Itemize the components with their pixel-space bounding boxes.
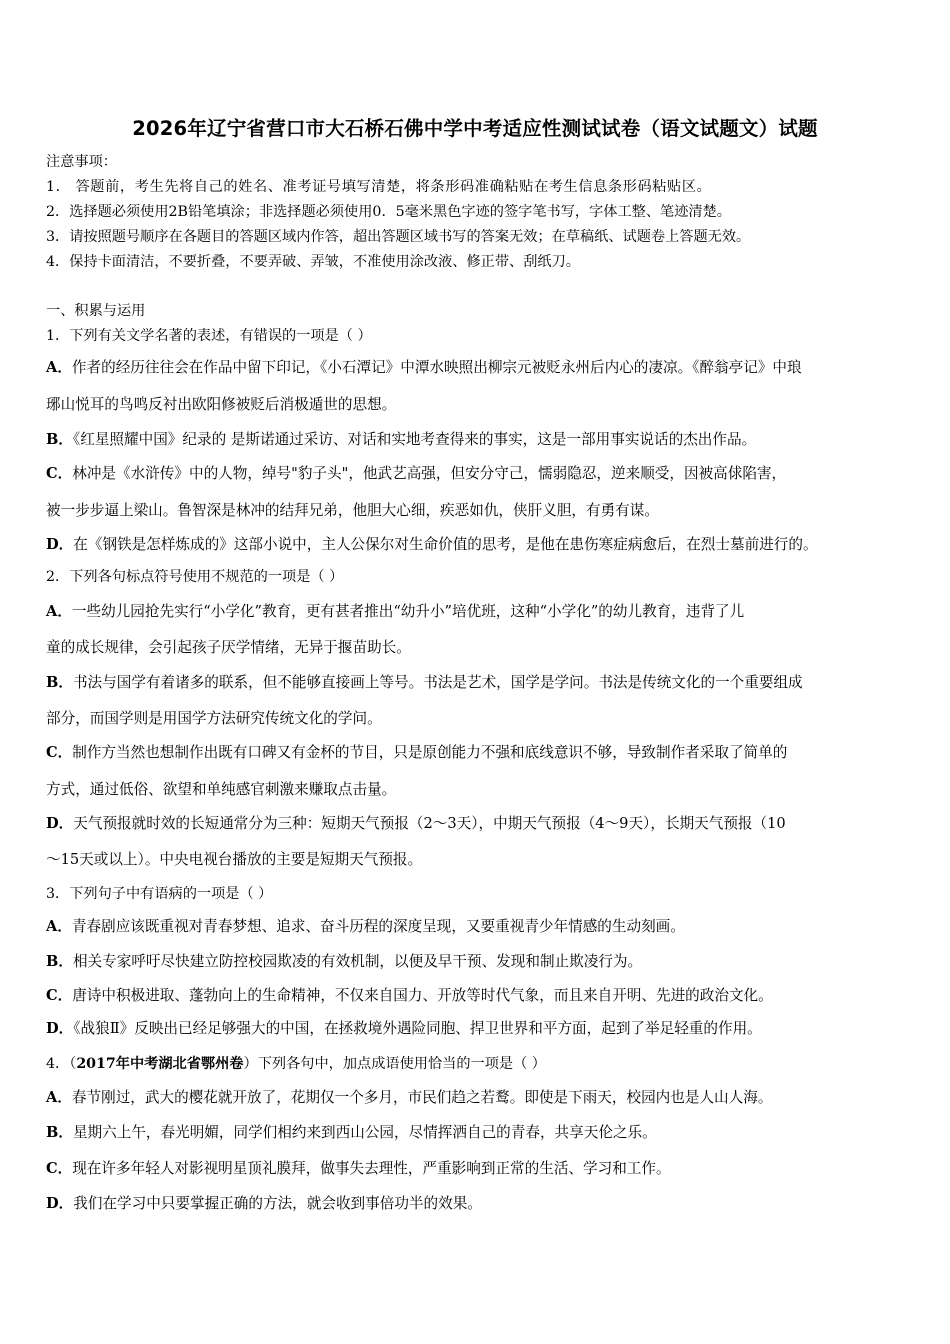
question-2-option-b-cont: 部分，而国学则是用国学方法研究传统文化的学问。 — [46, 710, 382, 727]
option-text: 唐诗中积极进取、蓬勃向上的生命精神，不仅来自国力、开放等时代气象，而且来自开明、先进的政治文化。 — [72, 987, 773, 1004]
question-2-option-c — [46, 743, 787, 763]
option-label: C． — [46, 1160, 73, 1177]
stem-source: 2017年中考湖北省鄂州卷 — [76, 1056, 244, 1072]
option-label: B． — [46, 1124, 73, 1141]
notice-heading: 注意事项： — [46, 154, 117, 170]
question-4-option-d — [46, 1194, 482, 1214]
option-label: A． — [46, 918, 72, 935]
option-label: B． — [46, 431, 73, 448]
question-4-option-a — [46, 1088, 772, 1108]
option-text: 青春剧应该既重视对青春梦想、追求、奋斗历程的深度呈现，又要重视青少年情感的生动刻画。 — [71, 918, 685, 935]
option-label: A． — [46, 603, 72, 620]
question-3-option-c — [46, 986, 773, 1006]
section-heading: 一、积累与运用 — [46, 303, 146, 319]
option-text: 星期六上午，春光明媚，同学们相约来到西山公园，尽情挥洒自己的青春，共享天伦之乐。 — [72, 1124, 657, 1141]
notice-item-3: 3．请按照题号顺序在各题目的答题区域内作答，超出答题区域书写的答案无效；在草稿纸、试题卷上答题无效。 — [46, 229, 751, 245]
question-4-stem — [46, 1054, 546, 1074]
option-label: B． — [46, 953, 73, 970]
question-2-option-a-cont: 童的成长规律，会引起孩子厌学情绪，无异于揠苗助长。 — [46, 639, 411, 656]
question-1-option-a-cont: 琊山悦耳的鸟鸣反衬出欧阳修被贬后消极遁世的思想。 — [46, 396, 397, 413]
question-3-option-b — [46, 952, 642, 972]
question-4-option-b — [46, 1123, 657, 1143]
stem-suffix: ）下列各句中，加点成语使用恰当的一项是（ ） — [243, 1056, 546, 1072]
option-label: A． — [46, 1089, 72, 1106]
option-text: 《战狼Ⅱ》反映出已经足够强大的中国，在拯救境外遇险同胞、捍卫世界和平方面，起到了举足轻重的作用。 — [73, 1020, 762, 1037]
option-text: 春节刚过，武大的樱花就开放了，花期仅一个多月，市民们趋之若鹜。即使是下雨天，校园内也是人山人海。 — [71, 1089, 773, 1106]
page-title: 2026年辽宁省营口市大石桥石佛中学中考适应性测试试卷（语文试题文）试题 — [132, 117, 818, 140]
question-2-option-a — [46, 602, 744, 622]
option-text: 在《钢铁是怎样炼成的》这部小说中，主人公保尔对生命价值的思考，是他在患伤寒症病愈后，在烈士墓前进行的。 — [73, 536, 818, 553]
question-2-stem: 2．下列各句标点符号使用不规范的一项是（ ） — [46, 569, 344, 585]
option-text: 我们在学习中只要掌握正确的方法，就会收到事倍功半的效果。 — [73, 1195, 482, 1212]
question-1-option-c-cont: 被一步步逼上梁山。鲁智深是林冲的结拜兄弟，他胆大心细，疾恶如仇，侠肝义胆，有勇有谋。 — [46, 502, 659, 519]
stem-prefix: 4．（ — [46, 1056, 77, 1072]
question-2-option-d — [46, 814, 786, 834]
question-3-option-d — [46, 1019, 762, 1039]
option-text: 林冲是《水浒传》中的人物，绰号"豹子头"，他武艺高强，但安分守己，懦弱隐忍，逆来顺受，因被高俅陷害， — [72, 465, 787, 482]
option-text: 《红星照耀中国》纪录的 是斯诺通过采访、对话和实地考查得来的事实，这是一部用事实说话的杰出作品。 — [72, 431, 757, 448]
notice-item-1: 1． 答题前，考生先将自己的姓名、准考证号填写清楚，将条形码准确粘贴在考生信息条形码粘贴区。 — [46, 179, 712, 195]
option-label: D． — [46, 536, 74, 553]
question-2-option-d-cont: ～15天或以上）。中央电视台播放的主要是短期天气预报。 — [46, 851, 423, 868]
option-label: C． — [46, 987, 73, 1004]
option-label: B． — [46, 674, 73, 691]
option-label: D． — [46, 1195, 74, 1212]
question-1-option-b — [46, 430, 756, 450]
question-1-option-c — [46, 464, 786, 484]
option-text: 现在许多年轻人对影视明星顶礼膜拜，做事失去理性，严重影响到正常的生活、学习和工作。 — [72, 1160, 671, 1177]
option-label: A． — [46, 359, 72, 376]
question-1-option-a — [46, 358, 802, 378]
option-text: 书法与国学有着诸多的联系，但不能够直接画上等号。书法是艺术，国学是学问。书法是传统文化的一个重要组成 — [72, 674, 803, 691]
option-text: 天气预报就时效的长短通常分为三种：短期天气预报（2～3天），中期天气预报（4～9天），长期天气预报（10 — [73, 815, 786, 832]
notice-item-2: 2．选择题必须使用2B铅笔填涂；非选择题必须使用0．5毫米黑色字迹的签字笔书写，字体工整、笔迹清楚。 — [46, 204, 731, 220]
option-label: D． — [46, 1020, 74, 1037]
question-2-option-b — [46, 673, 803, 693]
option-label: D． — [46, 815, 74, 832]
notice-item-4: 4．保持卡面清洁，不要折叠，不要弄破、弄皱，不准使用涂改液、修正带、刮纸刀。 — [46, 254, 580, 270]
question-4-option-c — [46, 1159, 671, 1179]
option-label: C． — [46, 744, 73, 761]
option-text: 相关专家呼吁尽快建立防控校园欺凌的有效机制，以便及早干预、发现和制止欺凌行为。 — [72, 953, 643, 970]
option-text: 一些幼儿园抢先实行“小学化”教育，更有甚者推出“幼升小”培优班，这种“小学化”的幼儿教育，违背了儿 — [71, 603, 745, 620]
option-text: 作者的经历往往会在作品中留下印记，《小石潭记》中潭水映照出柳宗元被贬永州后内心的凄凉。《醉翁亭记》中琅 — [71, 359, 802, 376]
question-1-option-d — [46, 535, 818, 555]
question-2-option-c-cont: 方式，通过低俗、欲望和单纯感官刺激来赚取点击量。 — [46, 781, 397, 798]
question-3-option-a — [46, 917, 685, 937]
question-1-stem: 1．下列有关文学名著的表述，有错误的一项是（ ） — [46, 328, 372, 344]
option-text: 制作方当然也想制作出既有口碑又有金杯的节目，只是原创能力不强和底线意识不够，导致制作者采取了简单的 — [72, 744, 788, 761]
question-3-stem: 3．下列句子中有语病的一项是（ ） — [46, 886, 273, 902]
option-label: C． — [46, 465, 73, 482]
